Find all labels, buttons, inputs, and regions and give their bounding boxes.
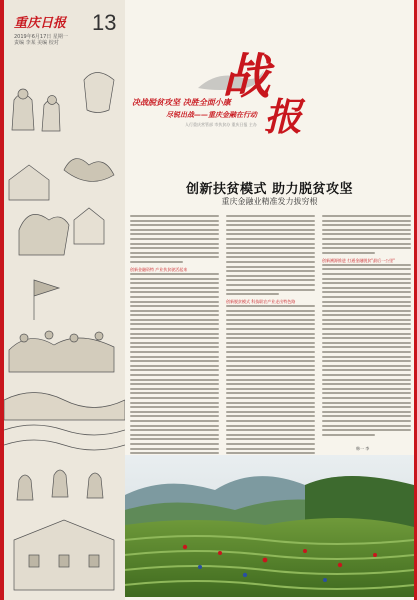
body-text-line [322, 310, 411, 312]
body-text-line [226, 215, 315, 217]
left-illustration-strip [4, 0, 125, 600]
body-text-line [322, 402, 411, 404]
section-1-title: 创新金融资特 产业扶贫驶活起来 [130, 266, 188, 272]
body-text-line [322, 360, 411, 362]
body-text-line [322, 365, 411, 367]
body-text-line [226, 342, 315, 344]
body-text-line [226, 402, 315, 404]
body-text-line [226, 397, 315, 399]
body-text-line [322, 323, 411, 325]
article-byline: 韩一 李 [356, 446, 370, 451]
body-text-line [130, 238, 219, 240]
body-text-line [226, 379, 315, 381]
body-text-line [130, 247, 219, 249]
body-text-line [130, 434, 219, 436]
body-text-line [130, 220, 219, 222]
body-text-line [226, 252, 315, 254]
body-text-line [226, 243, 315, 245]
body-text-line [226, 374, 315, 376]
body-text-line [130, 374, 219, 376]
body-text-line [322, 369, 411, 371]
body-text-line [226, 261, 315, 263]
body-text-line [322, 406, 411, 408]
body-text-line [226, 289, 315, 291]
body-text-line [130, 273, 219, 275]
body-text-line [130, 425, 219, 427]
body-text-line [130, 287, 219, 289]
body-text-line [130, 415, 219, 417]
body-text-line [226, 443, 315, 445]
body-text-line [130, 443, 219, 445]
article-column-2 [226, 215, 315, 455]
body-text-line [226, 323, 315, 325]
body-text-line [226, 346, 315, 348]
article-column-3 [322, 215, 411, 455]
body-text-line [322, 356, 411, 358]
date-line [14, 34, 94, 46]
body-text-line [322, 346, 411, 348]
section-2-title: 创新脱贫模式 科技联农产业走出特色路 [226, 299, 296, 305]
body-text-line [226, 229, 315, 231]
body-text-line [130, 243, 219, 245]
body-text-line [130, 291, 219, 293]
article-subheadline: 重庆金融业精准发力拔穷根 [221, 197, 318, 206]
body-text-line [130, 261, 183, 263]
body-text-line [322, 429, 411, 431]
body-text-line [130, 365, 219, 367]
body-text-line [130, 337, 219, 339]
body-text-line [226, 356, 315, 358]
body-text-line [322, 411, 411, 413]
body-text-line [130, 333, 219, 335]
body-text-line [322, 415, 411, 417]
body-text-line [322, 425, 411, 427]
body-text-line [130, 388, 219, 390]
body-text-line [322, 333, 411, 335]
feature-slogan-main: 决战脱贫攻坚 决胜全面小康 [132, 98, 231, 107]
body-text-line [226, 266, 315, 268]
body-text-line [130, 379, 219, 381]
body-text-line [130, 383, 219, 385]
body-text-line [130, 342, 219, 344]
body-text-line [322, 238, 411, 240]
body-text-line [226, 388, 315, 390]
body-text-line [130, 392, 219, 394]
body-text-line [226, 305, 315, 307]
body-text-line [130, 233, 219, 235]
body-text-line [226, 319, 315, 321]
body-text-line [130, 356, 219, 358]
ink-sketch-illustration [4, 60, 125, 600]
body-text-line [226, 270, 315, 272]
body-text-line [226, 429, 315, 431]
body-text-line [130, 319, 219, 321]
body-text-line [322, 374, 411, 376]
feature-credit: 人行重庆营管部 市扶贫办 重庆日报 主办 [185, 122, 257, 127]
body-text-line [130, 346, 219, 348]
body-text-line [226, 411, 315, 413]
body-text-line [226, 415, 315, 417]
feature-slogan-sub: 尽锐出战——重庆金融在行动 [166, 111, 257, 119]
date-text: 2019年6月17日 星期一 [14, 34, 68, 40]
body-text-line [226, 220, 315, 222]
body-text-line [226, 238, 315, 240]
article-body [130, 215, 412, 455]
body-text-line [322, 278, 411, 280]
body-text-line [226, 360, 315, 362]
body-text-line [322, 301, 411, 303]
body-text-line [226, 406, 315, 408]
body-text-line [130, 328, 219, 330]
body-text-line [130, 301, 219, 303]
body-text-line [226, 420, 315, 422]
body-text-line [130, 397, 219, 399]
body-text-line [130, 351, 219, 353]
body-text-line [322, 314, 411, 316]
body-text-line [226, 392, 315, 394]
body-text-line [226, 425, 315, 427]
body-text-line [322, 296, 411, 298]
body-text-line [322, 351, 411, 353]
body-text-line [322, 291, 411, 293]
body-text-line [226, 333, 315, 335]
body-text-line [226, 279, 315, 281]
body-text-line [226, 365, 315, 367]
body-text-line [322, 328, 411, 330]
body-text-line [226, 452, 315, 454]
body-text-line [226, 247, 315, 249]
body-text-line [226, 314, 315, 316]
body-text-line [130, 406, 219, 408]
body-text-line [130, 314, 219, 316]
body-text-line [130, 402, 219, 404]
body-text-line [130, 369, 219, 371]
body-text-line [322, 305, 411, 307]
body-text-line [130, 256, 219, 258]
body-text-line [130, 224, 219, 226]
body-text-line [322, 233, 411, 235]
body-text-line [322, 268, 411, 270]
paper-name: 重庆日报 [14, 16, 67, 31]
body-text-line [322, 282, 411, 284]
body-text-line [130, 429, 219, 431]
body-text-line [226, 448, 315, 450]
body-text-line [322, 388, 411, 390]
body-text-line [322, 397, 411, 399]
body-text-line [226, 284, 315, 286]
article-headline: 创新扶贫模式 助力脱贫攻坚 [185, 182, 354, 197]
body-text-line [130, 411, 219, 413]
body-text-line [226, 337, 315, 339]
feature-title-char-2: 报 [264, 94, 303, 139]
body-text-line [130, 229, 219, 231]
body-text-line [322, 215, 411, 217]
body-text-line [226, 434, 315, 436]
body-text-line [130, 310, 219, 312]
body-text-line [130, 252, 219, 254]
body-text-line [322, 392, 411, 394]
body-text-line [130, 215, 219, 217]
body-text-line [226, 438, 315, 440]
body-text-line [130, 448, 219, 450]
body-text-line [322, 229, 411, 231]
body-text-line [322, 264, 411, 266]
body-text-line [226, 256, 315, 258]
body-text-line [130, 278, 219, 280]
body-text-line [226, 233, 315, 235]
body-text-line [322, 337, 411, 339]
body-text-line [226, 224, 315, 226]
body-text-line [130, 323, 219, 325]
body-text-line [322, 420, 411, 422]
article-column-1 [130, 215, 219, 455]
masthead [12, 10, 122, 50]
body-text-line [130, 360, 219, 362]
body-text-line [322, 342, 411, 344]
body-text-line [130, 438, 219, 440]
body-text-line [322, 434, 375, 436]
body-text-line [226, 310, 315, 312]
body-text-line [322, 243, 411, 245]
body-text-line [322, 220, 411, 222]
body-text-line [322, 273, 411, 275]
body-text-line [226, 383, 315, 385]
section-text: 责编 李某 美编 校对 [14, 40, 59, 46]
body-text-line [322, 383, 411, 385]
feature-title-char-1: 战 [222, 49, 271, 105]
body-text-line [322, 224, 411, 226]
body-text-line [130, 452, 219, 454]
body-text-line [226, 293, 279, 295]
section-3-title: 创新溯源推进 打通金融脱贫"最后一公里" [322, 257, 395, 263]
body-text-line [130, 305, 219, 307]
body-text-line [130, 420, 219, 422]
body-text-line [130, 282, 219, 284]
body-text-line [226, 328, 315, 330]
body-text-line [322, 287, 411, 289]
tea-field-photo [125, 455, 414, 597]
body-text-line [322, 379, 411, 381]
body-text-line [322, 252, 375, 254]
body-text-line [322, 319, 411, 321]
body-text-line [322, 247, 411, 249]
body-text-line [226, 369, 315, 371]
body-text-line [226, 275, 315, 277]
body-text-line [130, 296, 219, 298]
page-number: 13 [92, 10, 117, 35]
body-text-line [226, 351, 315, 353]
